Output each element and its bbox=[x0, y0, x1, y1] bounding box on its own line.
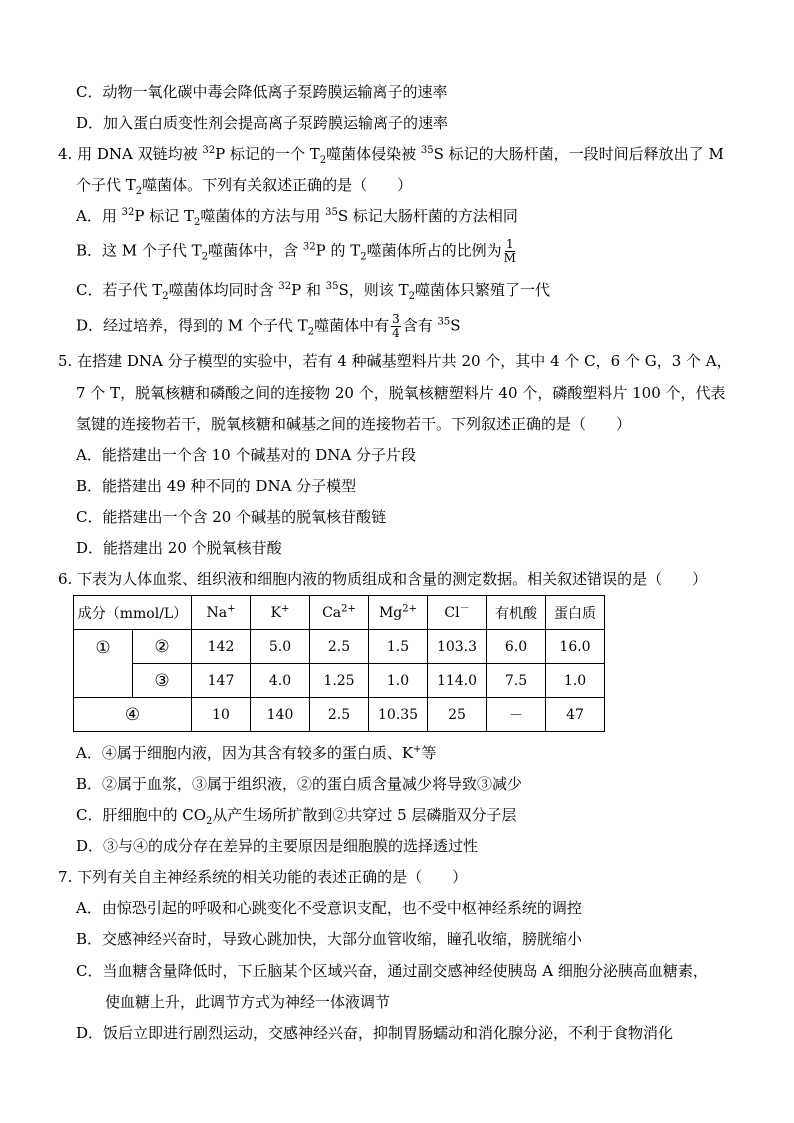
q7-option-a: A．由惊恐引起的呼吸和心跳变化不受意识支配，也不受中枢神经系统的调控 bbox=[76, 899, 582, 917]
q5-stem-line3: 氢键的连接物若干，脱氧核糖和碱基之间的连接物若干。下列叙述正确的是（ ） bbox=[76, 415, 632, 433]
table-cell: 5.0 bbox=[251, 630, 310, 664]
table-cell: 1.25 bbox=[310, 664, 369, 698]
table-cell: 6.0 bbox=[487, 630, 546, 664]
q7-option-b: B．交感神经兴奋时，导致心跳加快，大部分血管收缩，瞳孔收缩，膀胱缩小 bbox=[76, 930, 583, 948]
q6-option-d: D．③与④的成分存在差异的主要原因是细胞膜的选择透过性 bbox=[76, 837, 479, 855]
table-cell: 2.5 bbox=[310, 698, 369, 732]
table-header-row bbox=[74, 596, 605, 630]
table-cell: 1.0 bbox=[546, 664, 605, 698]
q4-option-a: A．用 $^{32}$P 标记 $T_2$噬菌体的方法与用 $^{35}$S 标记大肠杆菌的方法相同 bbox=[76, 207, 518, 228]
header-cl: Cl－ bbox=[428, 596, 487, 630]
q4-option-b: B．这 M 个子代 $T_2$噬菌体中，含 $^{32}$P 的 $T_2$噬菌体所占的比例为 $\frac{1}{M}$ bbox=[76, 237, 516, 265]
q7-option-c-line1: C．当血糖含量降低时，下丘脑某个区域兴奋，通过副交感神经使胰岛 A 细胞分泌胰高血糖素， bbox=[76, 962, 708, 980]
table-cell: 140 bbox=[251, 698, 310, 732]
table-cell: 16.0 bbox=[546, 630, 605, 664]
composition-table bbox=[73, 595, 605, 732]
q6-option-c: C．肝细胞中的 $CO_2$从产生场所扩散到②共穿过 5 层磷脂双分子层 bbox=[76, 806, 517, 827]
header-protein: 蛋白质 bbox=[546, 596, 605, 630]
q5-option-b: B．能搭建出 49 种不同的 DNA 分子模型 bbox=[76, 477, 357, 495]
header-k: K+ bbox=[251, 596, 310, 630]
q5-stem-line1: 5. 在搭建 DNA 分子模型的实验中，若有 4 种碱基塑料片共 20 个，其中 4 个 C，6 个 G，3 个 A， bbox=[58, 352, 732, 370]
table-cell: 47 bbox=[546, 698, 605, 732]
q7-option-d: D．饭后立即进行剧烈运动，交感神经兴奋，抑制胃肠蠕动和消化腺分泌，不利于食物消化 bbox=[76, 1024, 674, 1042]
table-cell: 103.3 bbox=[428, 630, 487, 664]
q6-option-b: B．②属于血浆，③属于组织液，②的蛋白质含量减少将导致③减少 bbox=[76, 775, 523, 793]
q5-option-a: A．能搭建出一个含 10 个碱基对的 DNA 分子片段 bbox=[76, 446, 416, 464]
table-row bbox=[74, 630, 605, 664]
q3-option-d: D．加入蛋白质变性剂会提高离子泵跨膜运输离子的速率 bbox=[76, 114, 449, 132]
table-cell: 4.0 bbox=[251, 664, 310, 698]
q7-option-c-line2: 使血糖上升，此调节方式为神经一体液调节 bbox=[105, 993, 391, 1011]
header-na: Na+ bbox=[192, 596, 251, 630]
q5-option-d: D．能搭建出 20 个脱氧核苷酸 bbox=[76, 539, 282, 557]
table-cell: 114.0 bbox=[428, 664, 487, 698]
table-cell: 1.0 bbox=[369, 664, 428, 698]
table-cell: 10 bbox=[192, 698, 251, 732]
header-ca: $Ca^{2+}$ bbox=[310, 596, 369, 630]
q4-stem-line1: 4. 用 DNA 双链均被 $^{32}$P 标记的一个 $T_2$噬菌体侵染被 $^{35}$S 标记的大肠杆菌，一段时间后释放出了 M bbox=[58, 145, 724, 166]
q5-stem-line2: 7 个 T，脱氧核糖和磷酸之间的连接物 20 个，脱氧核糖塑料片 40 个，磷酸塑料片 100 个，代表 bbox=[76, 384, 726, 402]
table-cell: 147 bbox=[192, 664, 251, 698]
table-cell: 25 bbox=[428, 698, 487, 732]
header-organic-acid: 有机酸 bbox=[487, 596, 546, 630]
table-cell: 2.5 bbox=[310, 630, 369, 664]
q7-stem: 7. 下列有关自主神经系统的相关功能的表述正确的是（ ） bbox=[58, 868, 468, 886]
table-cell: 1.5 bbox=[369, 630, 428, 664]
table-corner-cell: 成分（mmol/L） bbox=[74, 596, 192, 630]
table-cell: － bbox=[487, 698, 546, 732]
row-label-3: ③ bbox=[133, 664, 192, 698]
q4-stem-line2: 个子代 $T_2$噬菌体。下列有关叙述正确的是（ ） bbox=[76, 176, 413, 197]
row-label-1: ① bbox=[74, 630, 133, 698]
fraction-3-over-4: $\frac{3}{4}$ bbox=[392, 312, 400, 340]
table-cell: 10.35 bbox=[369, 698, 428, 732]
q5-option-c: C．能搭建出一个含 20 个碱基的脱氧核苷酸链 bbox=[76, 508, 387, 526]
table-row bbox=[74, 698, 605, 732]
table-cell: 7.5 bbox=[487, 664, 546, 698]
header-mg: $Mg^{2+}$ bbox=[369, 596, 428, 630]
q4-option-d: D．经过培养，得到的 M 个子代 $T_2$噬菌体中有 $\frac{3}{4}$ 含有 $^{35}$S bbox=[76, 312, 461, 340]
q6-option-a: A．④属于细胞内液，因为其含有较多的蛋白质、K+等 bbox=[76, 744, 437, 762]
q3-option-c: C．动物一氧化碳中毒会降低离子泵跨膜运输离子的速率 bbox=[76, 83, 448, 101]
q6-stem: 6. 下表为人体血浆、组织液和细胞内液的物质组成和含量的测定数据。相关叙述错误的是（ ） bbox=[58, 570, 708, 588]
row-label-2: ② bbox=[133, 630, 192, 664]
row-label-4: ④ bbox=[74, 698, 192, 732]
fraction-1-over-m: $\frac{1}{M}$ bbox=[503, 237, 516, 265]
q4-option-c: C．若子代 $T_2$噬菌体均同时含 $^{32}$P 和 $^{35}$S，则该 $T_2$噬菌体只繁殖了一代 bbox=[76, 281, 550, 302]
table-row bbox=[74, 664, 605, 698]
table-cell: 142 bbox=[192, 630, 251, 664]
